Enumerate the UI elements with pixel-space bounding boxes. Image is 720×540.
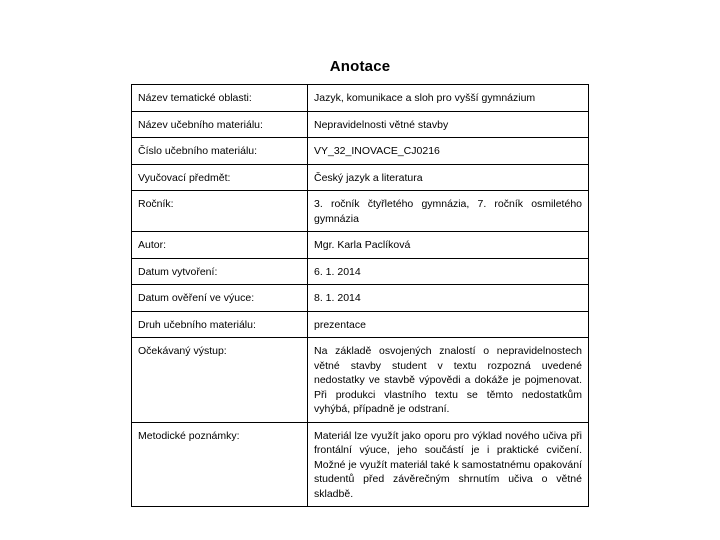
row-label: Název tematické oblasti: bbox=[132, 85, 308, 112]
row-value: Materiál lze využít jako oporu pro výklad nového učiva při frontální výuce, jeho součástí je i praktické cvičení. Možné je využít materiál také k samostatnému opakování studentů před závěrečným shrnutím učiva o větné skladbě. bbox=[308, 422, 589, 507]
row-label: Metodické poznámky: bbox=[132, 422, 308, 507]
row-label: Datum vytvoření: bbox=[132, 258, 308, 285]
row-value: Český jazyk a literatura bbox=[308, 164, 589, 191]
row-value: prezentace bbox=[308, 311, 589, 338]
row-value: 8. 1. 2014 bbox=[308, 285, 589, 312]
table-row bbox=[132, 338, 589, 423]
table-row bbox=[132, 232, 589, 259]
table-row bbox=[132, 138, 589, 165]
row-value: Jazyk, komunikace a sloh pro vyšší gymnázium bbox=[308, 85, 589, 112]
table-row bbox=[132, 422, 589, 507]
row-label: Druh učebního materiálu: bbox=[132, 311, 308, 338]
row-label: Vyučovací předmět: bbox=[132, 164, 308, 191]
row-value: Na základě osvojených znalostí o nepravidelnostech větné stavby student v textu rozpozná uvedené nedostatky ve stavbě výpovědi a dokáže je pojmenovat. Při produkci vlastního textu se těmto nedostatkům vyhýbá, případně je odstraní. bbox=[308, 338, 589, 423]
table-row bbox=[132, 285, 589, 312]
table-row bbox=[132, 191, 589, 232]
table-row bbox=[132, 111, 589, 138]
row-label: Ročník: bbox=[132, 191, 308, 232]
annotation-table bbox=[131, 84, 589, 507]
table-row bbox=[132, 311, 589, 338]
table-row bbox=[132, 85, 589, 112]
row-value: Nepravidelnosti větné stavby bbox=[308, 111, 589, 138]
row-value: Mgr. Karla Paclíková bbox=[308, 232, 589, 259]
row-label: Datum ověření ve výuce: bbox=[132, 285, 308, 312]
row-value: 6. 1. 2014 bbox=[308, 258, 589, 285]
table-row bbox=[132, 164, 589, 191]
table-row bbox=[132, 258, 589, 285]
row-label: Očekávaný výstup: bbox=[132, 338, 308, 423]
page-title: Anotace bbox=[329, 58, 391, 75]
row-value: VY_32_INOVACE_CJ0216 bbox=[308, 138, 589, 165]
row-label: Autor: bbox=[132, 232, 308, 259]
row-label: Název učebního materiálu: bbox=[132, 111, 308, 138]
row-value: 3. ročník čtyřletého gymnázia, 7. ročník osmiletého gymnázia bbox=[308, 191, 589, 232]
row-label: Číslo učebního materiálu: bbox=[132, 138, 308, 165]
